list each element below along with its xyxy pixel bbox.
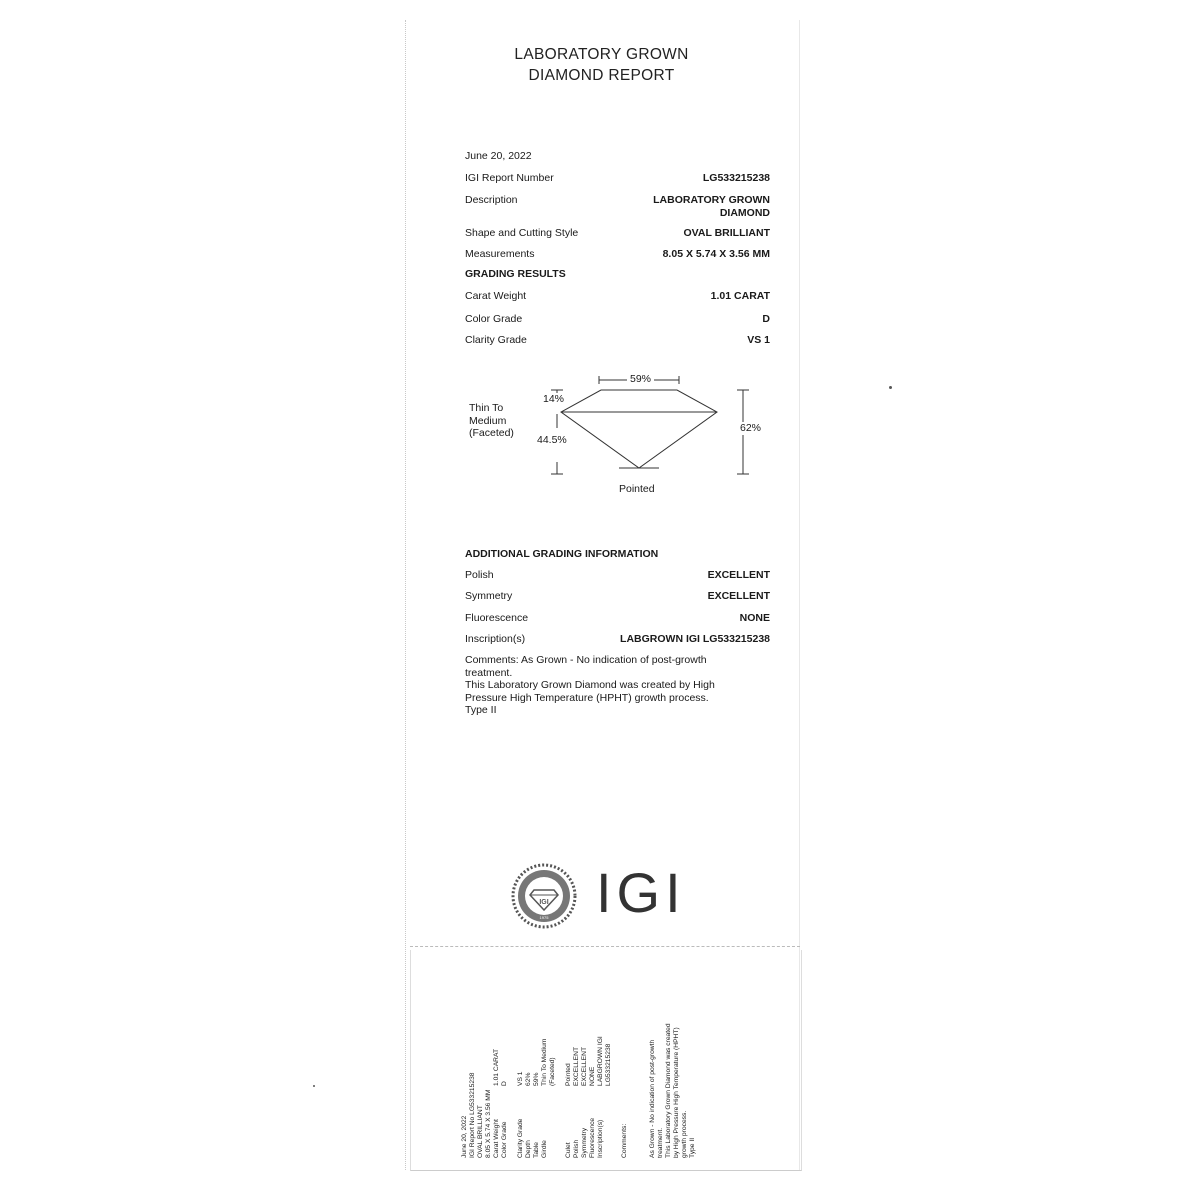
comments-line3: Type II (465, 704, 497, 716)
stub-row-value: EXCELLENT (581, 1046, 588, 1086)
description-value-line2: DIAMOND (719, 207, 770, 219)
shape-value: OVAL BRILLIANT (683, 227, 770, 239)
report-number-label: IGI Report Number (465, 172, 554, 184)
stub-row-value: LG533215238 (605, 1043, 612, 1086)
stub-row-label: Color Grade (501, 1121, 508, 1158)
stub-row-value: (Faceted) (549, 1057, 556, 1086)
report-number-value: LG533215238 (702, 172, 770, 184)
measurements-label: Measurements (465, 248, 535, 260)
stub-row (605, 958, 613, 1158)
fluorescence-label: Fluorescence (465, 612, 529, 624)
stub-row-label: Table (533, 1142, 540, 1158)
stub-row-value: LABGROWN IGI (597, 1036, 604, 1086)
stub-row (597, 958, 605, 1158)
measurements-value: 8.05 X 5.74 X 3.56 MM (662, 248, 770, 260)
depth-percent: 62% (740, 422, 762, 434)
description-value-line1: LABORATORY GROWN (653, 194, 770, 206)
stub-row-value: Pointed (565, 1063, 572, 1086)
stub-row-value: VS 1 (517, 1071, 524, 1086)
stub-row-value: 62% (525, 1072, 532, 1086)
stub-comment-line: Type II (689, 1137, 696, 1158)
seal-year: 1975 (539, 915, 549, 920)
scan-speck (889, 386, 892, 389)
polish-value: EXCELLENT (707, 569, 770, 581)
stub-row-label: Symmetry (581, 1127, 588, 1158)
report-date-text: June 20, 2022 (465, 150, 532, 162)
stub-comment-line: growth process. (681, 1110, 688, 1158)
stub-row (509, 958, 517, 1158)
stub-row (581, 958, 589, 1158)
stub-row (549, 958, 557, 1158)
stub-row-label: Carat Weight (493, 1119, 500, 1158)
clarity-label: Clarity Grade (465, 334, 527, 346)
comments-block (465, 654, 755, 717)
seal-text: IGI (539, 899, 549, 906)
culet-label: Pointed (619, 483, 655, 495)
stub-row-value: EXCELLENT (573, 1046, 580, 1086)
stub-row-label: Inscription(s) (597, 1119, 604, 1158)
stub-row (573, 958, 581, 1158)
clarity-value: VS 1 (747, 334, 770, 346)
stub-row (525, 958, 533, 1158)
comments-line1: Comments: As Grown - No indication of post-growth treatment. (465, 654, 707, 679)
igi-seal-icon (510, 862, 578, 930)
stub-row-label: June 20, 2022 (461, 1115, 468, 1158)
stub-row-label: OVAL BRILLIANT (477, 1105, 484, 1158)
report-title-line2: DIAMOND REPORT (528, 67, 675, 84)
stub-row (461, 958, 469, 1158)
tear-off-stub (410, 950, 802, 1171)
symmetry-label: Symmetry (465, 590, 513, 602)
stub-row-value: D (501, 1081, 508, 1086)
stub-row (589, 958, 597, 1158)
stub-rotated-content (461, 958, 801, 1158)
stub-row (469, 958, 477, 1158)
stub-comment-line: treatment. (657, 1127, 664, 1158)
stub-row-label: Polish (573, 1139, 580, 1158)
stub-row-label: Depth (525, 1140, 532, 1158)
stub-row (501, 958, 509, 1158)
scan-speck (313, 1085, 315, 1087)
report-title (405, 44, 798, 86)
inscription-label: Inscription(s) (465, 633, 526, 645)
fluorescence-value: NONE (739, 612, 770, 624)
stub-row (613, 958, 621, 1158)
stub-comment-line: This Laboratory Grown Diamond was created (665, 1023, 672, 1158)
carat-label: Carat Weight (465, 290, 527, 302)
inscription-value: LABGROWN IGI LG533215238 (620, 633, 770, 645)
stub-row (533, 958, 541, 1158)
stub-row-label: Culet (565, 1142, 572, 1158)
description-value (653, 194, 770, 220)
perforation-line (410, 946, 800, 947)
symmetry-value: EXCELLENT (707, 590, 770, 602)
color-label: Color Grade (465, 313, 523, 325)
crown-percent: 14% (543, 393, 565, 405)
description-label: Description (465, 194, 518, 206)
stub-comment-line: by High Pressure High Temperature (HPHT) (673, 1027, 680, 1158)
stub-row-value: NONE (589, 1066, 596, 1086)
girdle-line1: Thin To (469, 402, 504, 414)
girdle-description (469, 402, 514, 440)
stub-row-label: Clarity Grade (517, 1118, 524, 1158)
stub-row-label: Comments: (621, 1123, 628, 1158)
girdle-line3: (Faceted) (469, 427, 514, 439)
comments-line2: This Laboratory Grown Diamond was created by High Pressure High Temperature (HPHT) growth process. (465, 679, 715, 704)
stub-row (493, 958, 501, 1158)
polish-label: Polish (465, 569, 494, 581)
stub-comment-line: As Grown - No indication of post-growth (649, 1039, 656, 1158)
carat-value: 1.01 CARAT (710, 290, 770, 302)
report-title-line1: LABORATORY GROWN (514, 46, 689, 63)
table-percent: 59% (627, 373, 654, 386)
diamond-outline (561, 390, 717, 468)
igi-logo-text: IGI (596, 861, 686, 924)
stub-row-value: Thin To Medium (541, 1038, 548, 1086)
stub-row-value: 1.01 CARAT (493, 1048, 500, 1086)
proportions-diagram (465, 370, 785, 510)
stub-row (565, 958, 573, 1158)
girdle-line2: Medium (469, 414, 507, 427)
stub-row-label: Fluorescence (589, 1117, 596, 1158)
pavilion-percent: 44.5% (537, 434, 567, 446)
stub-row-label: Girdle (541, 1140, 548, 1158)
stub-row (557, 958, 565, 1158)
stub-row (477, 958, 485, 1158)
stub-row-value: 59% (533, 1072, 540, 1086)
stub-row-label: IGI Report No LG533215238 (469, 1072, 476, 1158)
stub-row (517, 958, 525, 1158)
stub-row (621, 958, 629, 1158)
stub-row (485, 958, 493, 1158)
grading-results-heading: GRADING RESULTS (465, 268, 566, 280)
additional-grading-heading: ADDITIONAL GRADING INFORMATION (465, 548, 659, 560)
stub-row-label: 8.05 X 5.74 X 3.56 MM (485, 1089, 492, 1158)
color-value: D (762, 313, 770, 325)
stub-row (541, 958, 549, 1158)
shape-label: Shape and Cutting Style (465, 227, 579, 239)
